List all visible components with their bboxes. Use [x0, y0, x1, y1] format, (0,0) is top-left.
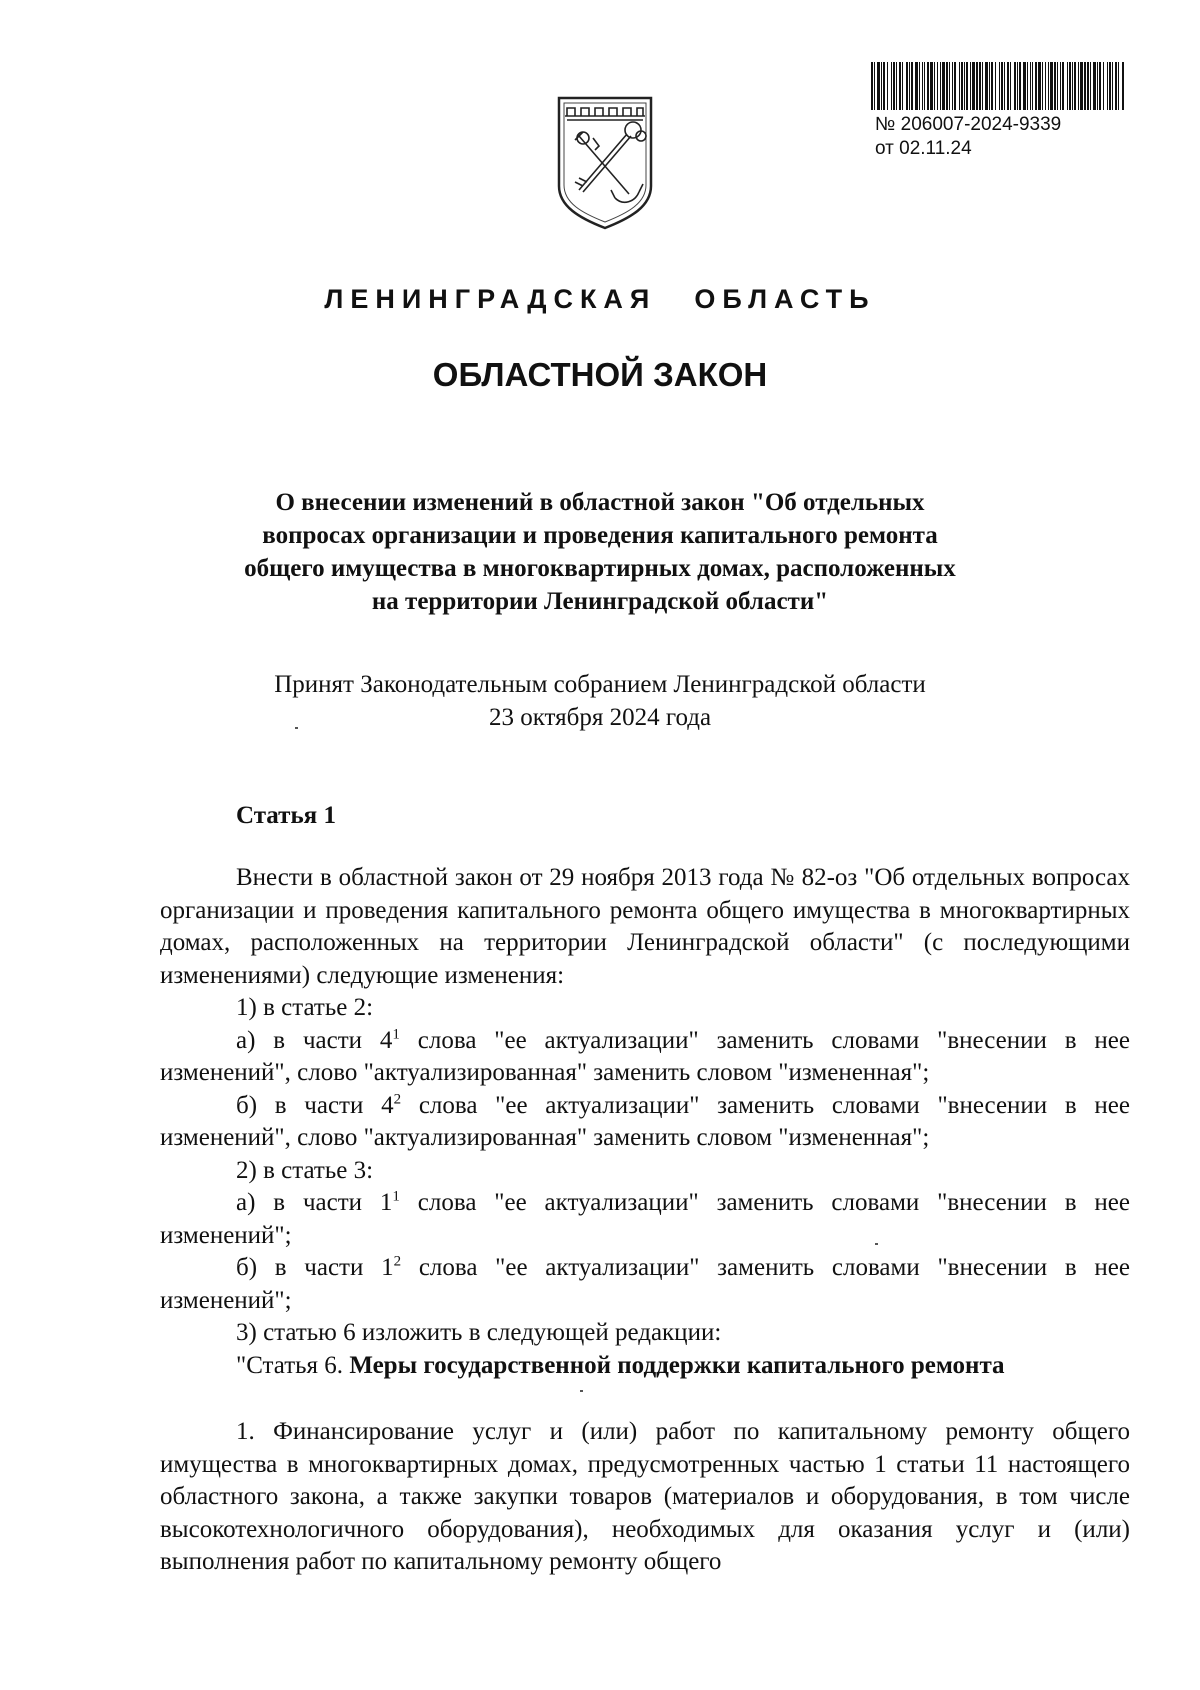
registration-number: № 206007-2024-9339 — [875, 114, 1062, 135]
amendment-subitem: б) в части $1^2$ слова "ее актуализации" заменить словами "внесении в нее изменений"; — [160, 1253, 1131, 1314]
amendment-item: 3) статью 6 изложить в следующей редакции: — [236, 1319, 722, 1346]
law-title — [160, 486, 1040, 618]
article-6-heading — [160, 1350, 1130, 1383]
law-title-line: вопросах организации и проведения капитального ремонта — [262, 522, 938, 549]
law-title-line: О внесении изменений в областной закон "Об отдельных — [275, 489, 925, 516]
amendment-subitem: а) в части $1^1$ слова "ее актуализации" заменить словами "внесении в нее изменений"; — [160, 1188, 1130, 1249]
adoption-note-line: Принят Законодательным собранием Ленинградской области — [274, 671, 926, 698]
article-body — [160, 862, 1130, 1579]
law-title-line: на территории Ленинградской области" — [371, 588, 829, 615]
amendment-item: 1) в статье 2: — [236, 994, 374, 1021]
adoption-date: 23 октября 2024 года — [488, 704, 712, 731]
intro-paragraph: Внести в областной закон от 29 ноября 2013 года № 82-оз "Об отдельных вопросах организации и проведения капитального ремонта общего имущества в многоквартирных домах, расположенных на территории Ленинградской области" (с последующими изменениями) следующие изменения: — [160, 864, 1130, 989]
registration-date: от 02.11.24 — [875, 138, 972, 159]
barcode-stripe — [1122, 62, 1124, 110]
region-word-2: ОБЛАСТЬ — [694, 284, 876, 314]
amendment-subitem: а) в части $4^1$ слова "ее актуализации" заменить словами "внесении в нее изменений", слово "актуализированная" заменить словом "измененная"; — [160, 1026, 1130, 1086]
amendment-item: 2) в статье 3: — [236, 1156, 374, 1184]
registration-stamp — [875, 113, 1061, 161]
document-type: ОБЛАСТНОЙ ЗАКОН — [432, 356, 768, 393]
article-6-title: Меры государственной поддержки капитального ремонта — [349, 1351, 1005, 1379]
region-heading — [0, 284, 1200, 315]
coat-of-arms-icon — [553, 94, 657, 232]
article-6-label: "Статья 6. — [236, 1351, 344, 1379]
article-6-paragraph-1: 1. Финансирование услуг и (или) работ по капитальному ремонту общего имущества в многоквартирных домах, предусмотренных частью 1 статьи 11 настоящего областного закона, а также закупки товаров (материалов и оборудования, в том числе высокотехнологичного оборудования), необходимых для оказания услуг и (или) выполнения работ по капитальному ремонту общего — [160, 1418, 1130, 1575]
barcode — [871, 62, 1124, 110]
adoption-note — [160, 668, 1040, 734]
amendment-subitem: б) в части $4^2$ слова "ее актуализации" заменить словами "внесении в нее изменений", слово "актуализированная" заменить словом "измененная"; — [160, 1091, 1131, 1151]
scan-speck — [580, 1390, 583, 1392]
law-title-line: общего имущества в многоквартирных домах, расположенных — [244, 555, 956, 582]
scan-speck — [295, 727, 298, 729]
article-heading: Статья 1 — [236, 802, 336, 829]
region-word-1: ЛЕНИНГРАДСКАЯ — [324, 284, 657, 314]
scan-speck — [875, 1243, 878, 1245]
